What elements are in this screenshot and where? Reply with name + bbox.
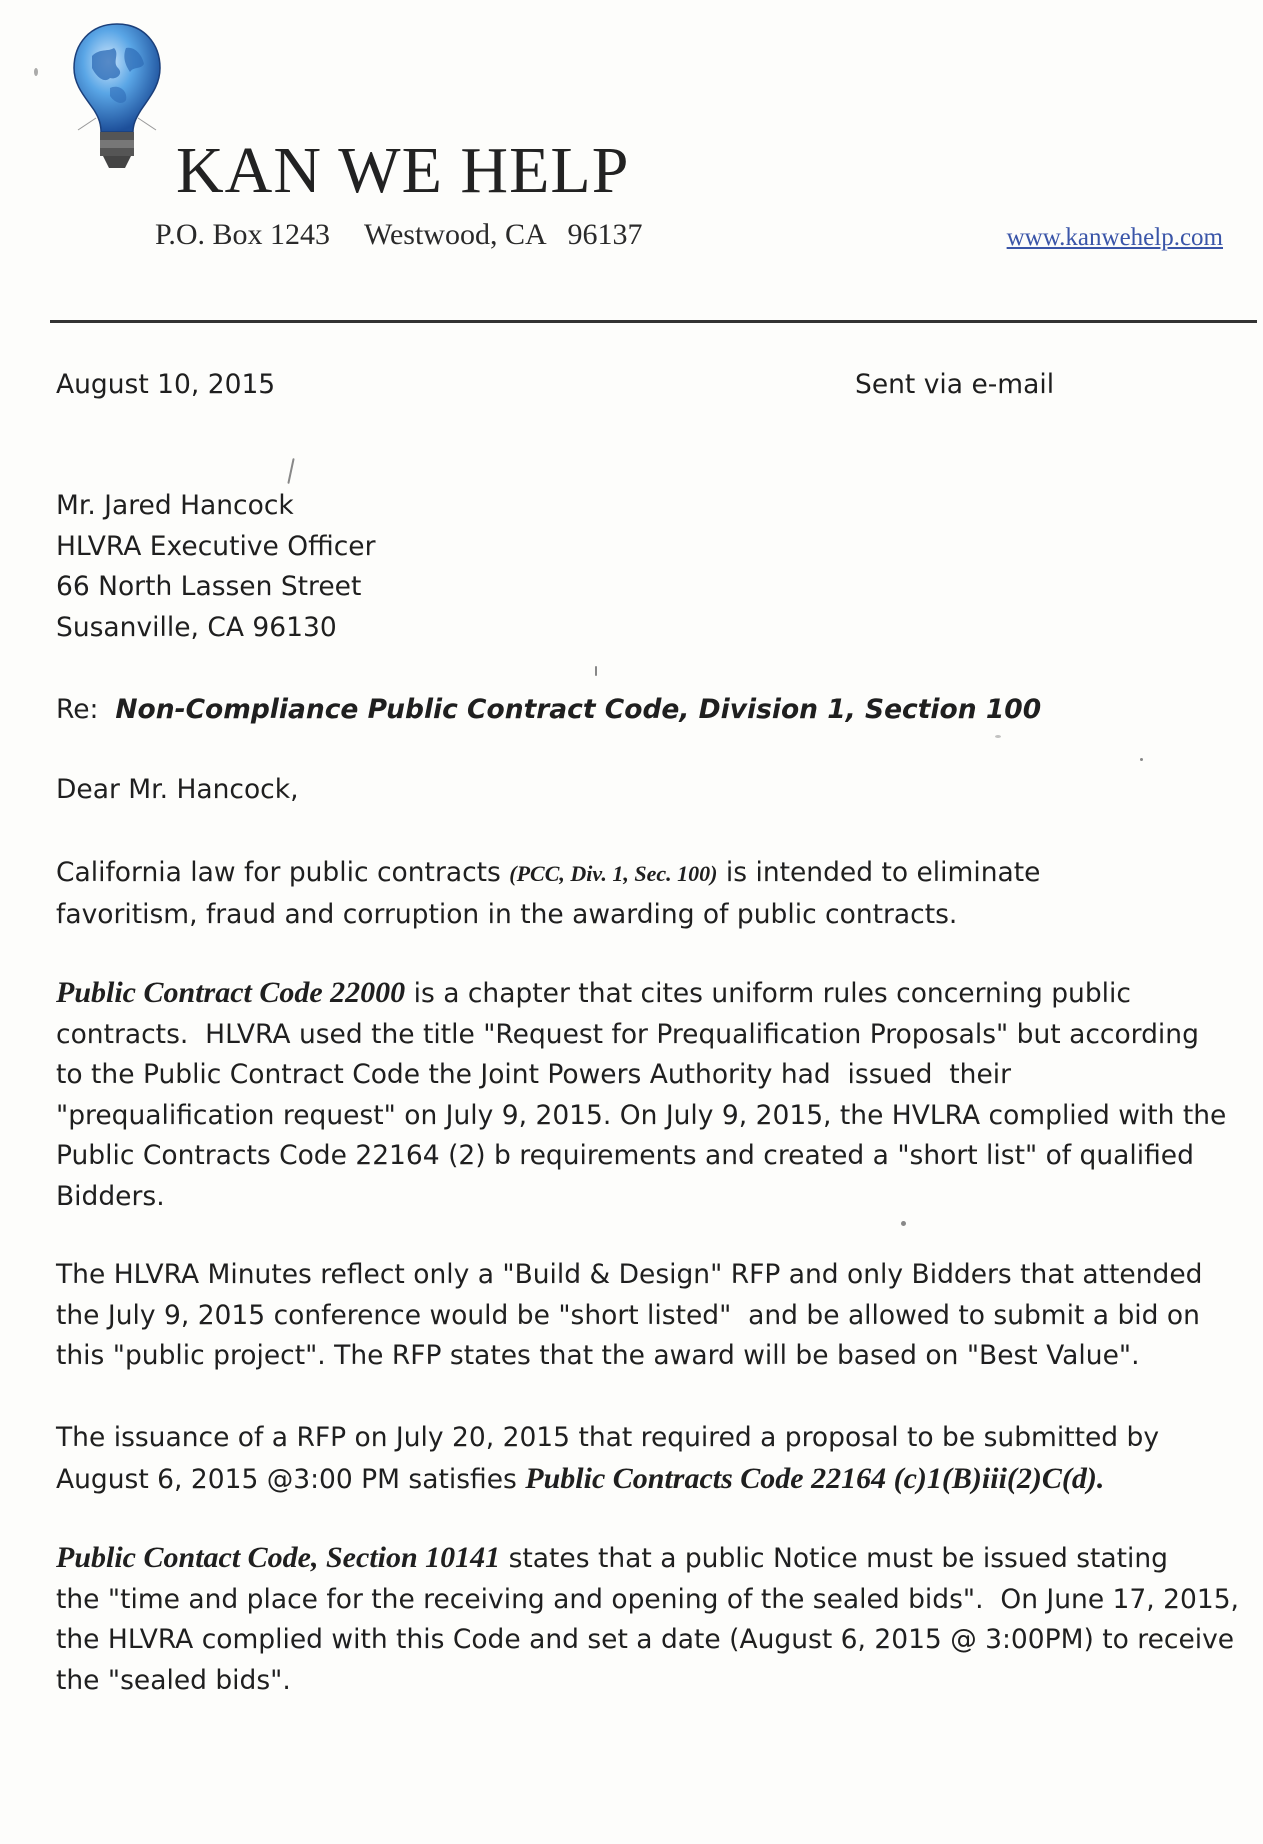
scan-speck [1140, 758, 1143, 761]
p2-line-6: Bidders. [56, 1180, 165, 1212]
paragraph-5 [56, 1538, 1256, 1701]
letterhead-address [155, 218, 642, 252]
delivery-method: Sent via e-mail [855, 369, 1055, 400]
scan-speck [995, 735, 1001, 738]
po-box: P.O. Box 1243 [155, 218, 331, 251]
p5-line-3: the HLVRA complied with this Code and set a date (August 6, 2015 @ 3:00PM) to receive [56, 1624, 1235, 1655]
re-label: Re: [56, 694, 99, 725]
paragraph-3 [56, 1255, 1256, 1377]
letter-date: August 10, 2015 [56, 369, 276, 400]
scan-speck [287, 458, 294, 484]
p4-line-1: The issuance of a RFP on July 20, 2015 that required a proposal to be submitted by [56, 1422, 1160, 1453]
paragraph-4 [56, 1418, 1256, 1500]
scan-speck [595, 666, 597, 676]
p2-line-2: contracts. HLVRA used the title "Request for Prequalification Proposals" but according [56, 1018, 1199, 1050]
salutation: Dear Mr. Hancock, [56, 774, 299, 805]
scan-speck [34, 68, 38, 76]
p1-citation: (PCC, Div. 1, Sec. 100) [509, 861, 718, 886]
p5-citation: Public Contact Code, Section 10141 [56, 1541, 501, 1574]
recipient-name: Mr. Jared Hancock [56, 490, 294, 521]
letterhead-divider [50, 320, 1257, 323]
paragraph-2 [56, 973, 1256, 1217]
p3-line-1: The HLVRA Minutes reflect only a "Build & Design" RFP and only Bidders that attended [56, 1259, 1203, 1290]
recipient-street: 66 North Lassen Street [56, 571, 362, 602]
p2-line-3: to the Public Contract Code the Joint Powers Authority had issued their [56, 1059, 1012, 1090]
p1-text-cont: is intended to eliminate [717, 857, 1041, 888]
organization-name: KAN WE HELP [176, 134, 630, 207]
subject-line [56, 690, 1041, 731]
p2-citation: Public Contract Code 22000 [56, 976, 406, 1009]
p5-text: states that a public Notice must be issued stating [500, 1543, 1169, 1574]
p3-line-2: the July 9, 2015 conference would be "short listed" and be allowed to submit a bid on [56, 1299, 1200, 1331]
recipient-city: Susanville, CA 96130 [56, 611, 337, 643]
website-link[interactable]: www.kanwehelp.com [1006, 224, 1223, 251]
p2-line-5: Public Contracts Code 22164 (2) b requirements and created a "short list" of qualified [56, 1140, 1194, 1171]
p1-text: California law for public contracts [56, 857, 510, 888]
city-state-zip: Westwood, CA 96137 [364, 218, 643, 251]
p3-line-3: this "public project". The RFP states that the award will be based on "Best Value". [56, 1340, 1140, 1371]
globe-lightbulb-icon [70, 18, 165, 178]
p2-text: is a chapter that cites uniform rules concerning public [405, 978, 1131, 1009]
scan-speck [901, 1221, 906, 1226]
p5-line-4: the "sealed bids". [56, 1664, 291, 1696]
subject-text: Non-Compliance Public Contract Code, Division 1, Section 100 [115, 694, 1042, 725]
p4-citation: Public Contracts Code 22164 (c)1(B)iii(2)C(d). [525, 1461, 1105, 1495]
recipient-title: HLVRA Executive Officer [56, 530, 376, 562]
p4-text: August 6, 2015 @3:00 PM satisfies [56, 1463, 526, 1495]
p1-line-2: favoritism, fraud and corruption in the awarding of public contracts. [56, 898, 958, 930]
p5-line-2: the "time and place for the receiving and opening of the sealed bids". On June 17, 2015, [56, 1583, 1239, 1615]
p2-line-4: "prequalification request" on July 9, 2015. On July 9, 2015, the HVLRA complied with the [56, 1099, 1227, 1131]
recipient-address [56, 486, 376, 648]
paragraph-1 [56, 853, 1256, 935]
